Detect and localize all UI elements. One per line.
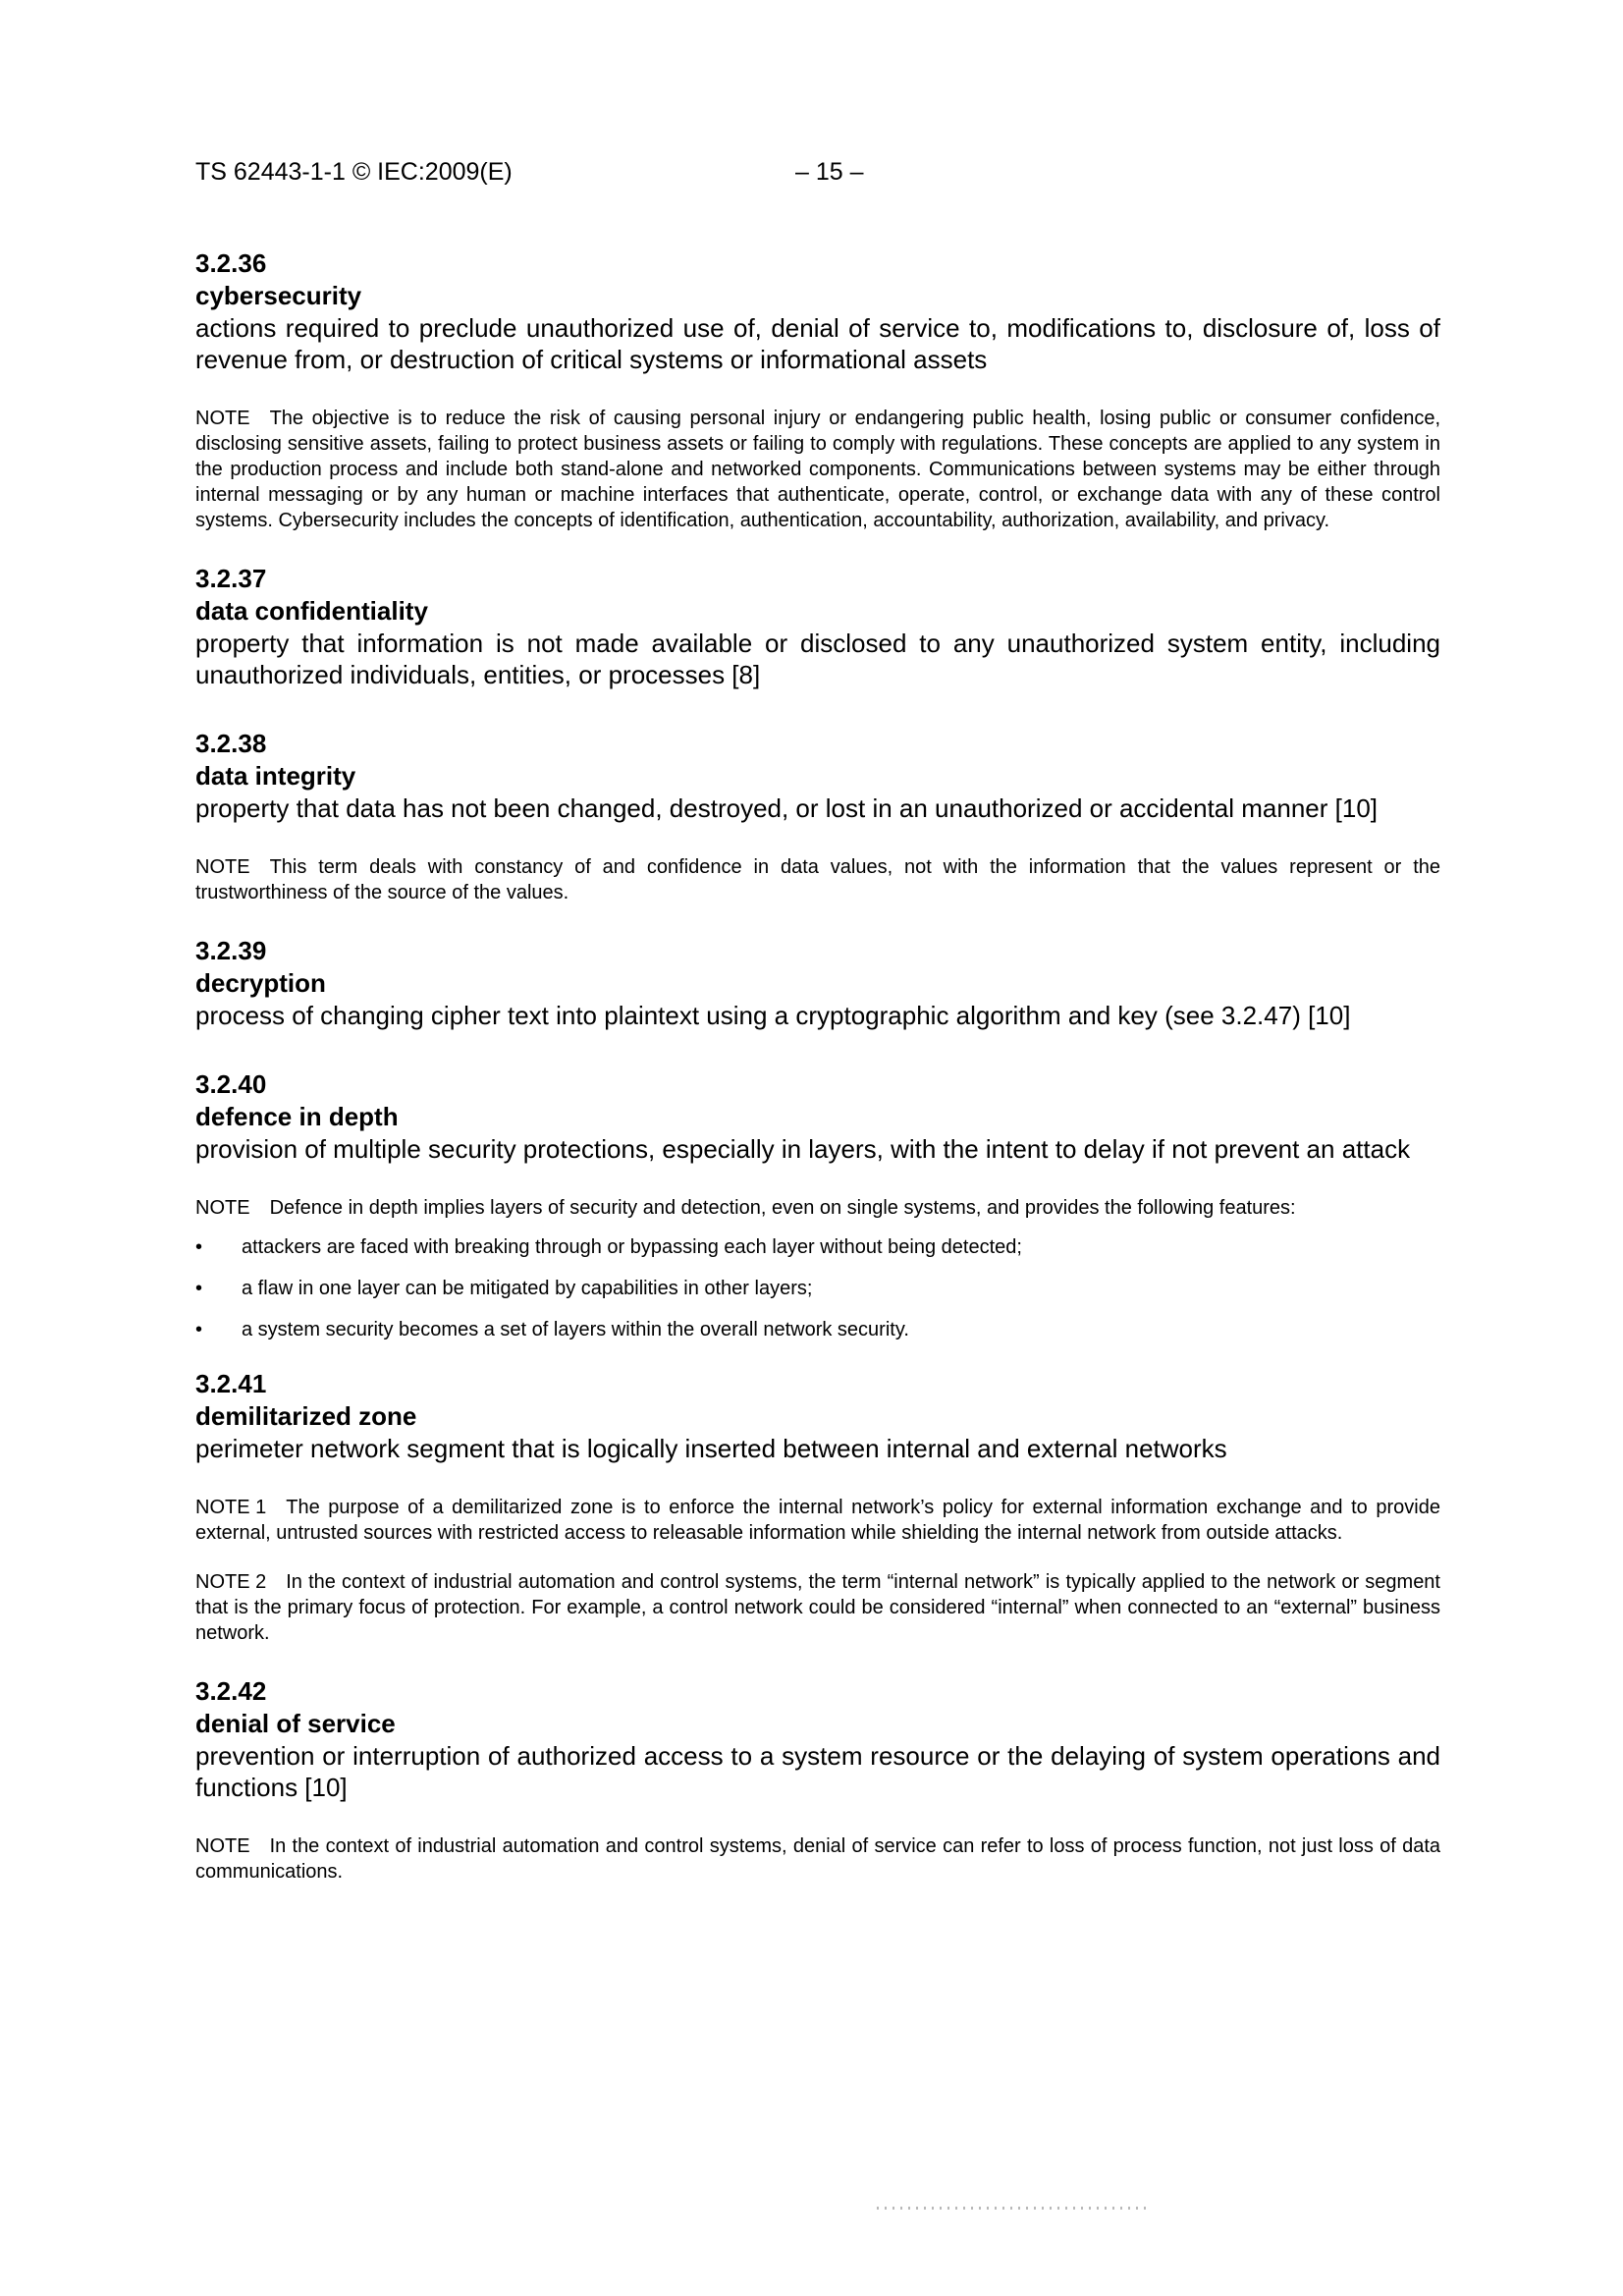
term-title: defence in depth [195, 1102, 399, 1131]
term-definition: property that data has not been changed, destroyed, or lost in an unauthorized or accidental manner [10] [195, 793, 1379, 823]
term-title: data confidentiality [195, 596, 428, 626]
clause-number: 3.2.36 [195, 248, 267, 278]
term-title: demilitarized zone [195, 1401, 417, 1431]
note [195, 1833, 1440, 1885]
note-text: This term deals with constancy of and confidence in data values, not with the information that the values represent or the trustworthiness of the source of the values. [195, 856, 1440, 903]
list-item [195, 1276, 1440, 1301]
term-title: denial of service [195, 1709, 396, 1738]
bullet-icon: • [195, 1278, 203, 1299]
clause-number: 3.2.38 [195, 729, 267, 758]
clause-3-2-41 [195, 1368, 1440, 1646]
list-item-text: attackers are faced with breaking through or bypassing each layer without being detected; [242, 1236, 1022, 1258]
note [195, 854, 1440, 905]
clause-number: 3.2.41 [195, 1369, 267, 1398]
note [195, 1495, 1440, 1546]
page-header [195, 155, 864, 189]
note-label: NOTE 1 [195, 1497, 267, 1518]
clause-number: 3.2.40 [195, 1069, 267, 1099]
note-text: Defence in depth implies layers of security and detection, even on single systems, and provides the following features: [269, 1197, 1296, 1219]
note-text: The purpose of a demilitarized zone is to enforce the internal network’s policy for external information exchange and to provide external, untrusted sources with restricted access to releasable information while shielding the internal network from outside attacks. [195, 1497, 1440, 1544]
bullet-icon: • [195, 1236, 203, 1258]
note [195, 1569, 1440, 1646]
term-title: data integrity [195, 761, 356, 791]
clause-3-2-37 [195, 563, 1440, 690]
note-label: NOTE [195, 1197, 250, 1219]
note-label: NOTE [195, 856, 250, 878]
term-title: decryption [195, 968, 326, 998]
footer-watermark-line [877, 2207, 1151, 2210]
clause-number: 3.2.39 [195, 936, 267, 965]
note-label: NOTE [195, 408, 250, 429]
term-definition: property that information is not made available or disclosed to any unauthorized system entity, including unauthorized individuals, entities, or processes [8] [195, 629, 1440, 689]
document-identifier: TS 62443-1-1 © IEC:2009(E) [195, 158, 513, 186]
list-item [195, 1317, 1440, 1342]
note-text: The objective is to reduce the risk of causing personal injury or endangering public health, losing public or consumer confidence, disclosing sensitive assets, failing to protect business assets or failing to comply with regulations. These concepts are applied to any system in the production process and include both stand-alone and networked components. Communications between systems may be either through internal messaging or by any human or machine interfaces that authenticate, operate, control, or exchange data with any of these control systems. Cybersecurity includes the concepts of identification, authentication, accountability, authorization, availability, and privacy. [195, 408, 1440, 531]
bullet-icon: • [195, 1319, 203, 1340]
note-text: In the context of industrial automation and control systems, denial of service can refer to loss of process function, not just loss of data communications. [195, 1835, 1440, 1883]
list-item-text: a flaw in one layer can be mitigated by capabilities in other layers; [242, 1278, 813, 1299]
term-definition: provision of multiple security protections, especially in layers, with the intent to delay if not prevent an attack [195, 1134, 1411, 1164]
term-definition: perimeter network segment that is logically inserted between internal and external networks [195, 1434, 1227, 1463]
list-item [195, 1234, 1440, 1260]
note-label: NOTE [195, 1835, 250, 1857]
clause-3-2-40 [195, 1068, 1440, 1342]
note-text: In the context of industrial automation and control systems, the term “internal network” is typically applied to the network or segment that is the primary focus of protection. For example, a control network could be considered “internal” when connected to an “external” business network. [195, 1571, 1440, 1644]
list-item-text: a system security becomes a set of layers within the overall network security. [242, 1319, 909, 1340]
term-title: cybersecurity [195, 281, 362, 310]
clause-3-2-38 [195, 728, 1440, 905]
clause-number: 3.2.37 [195, 564, 267, 593]
note [195, 406, 1440, 533]
clause-3-2-39 [195, 935, 1440, 1031]
term-definition: process of changing cipher text into plaintext using a cryptographic algorithm and key (see 3.2.47) [10] [195, 1001, 1351, 1030]
note-label: NOTE 2 [195, 1571, 267, 1593]
term-definition: actions required to preclude unauthorized use of, denial of service to, modifications to, disclosure of, loss of revenue from, or destruction of critical systems or informational assets [195, 313, 1440, 374]
document-body [195, 247, 1440, 1885]
page-number: – 15 – [795, 158, 864, 186]
clause-3-2-42 [195, 1675, 1440, 1885]
feature-list [195, 1234, 1440, 1342]
clause-number: 3.2.42 [195, 1676, 267, 1706]
term-definition: prevention or interruption of authorized access to a system resource or the delaying of system operations and functions [10] [195, 1741, 1440, 1802]
clause-3-2-36 [195, 247, 1440, 533]
note [195, 1195, 1440, 1221]
